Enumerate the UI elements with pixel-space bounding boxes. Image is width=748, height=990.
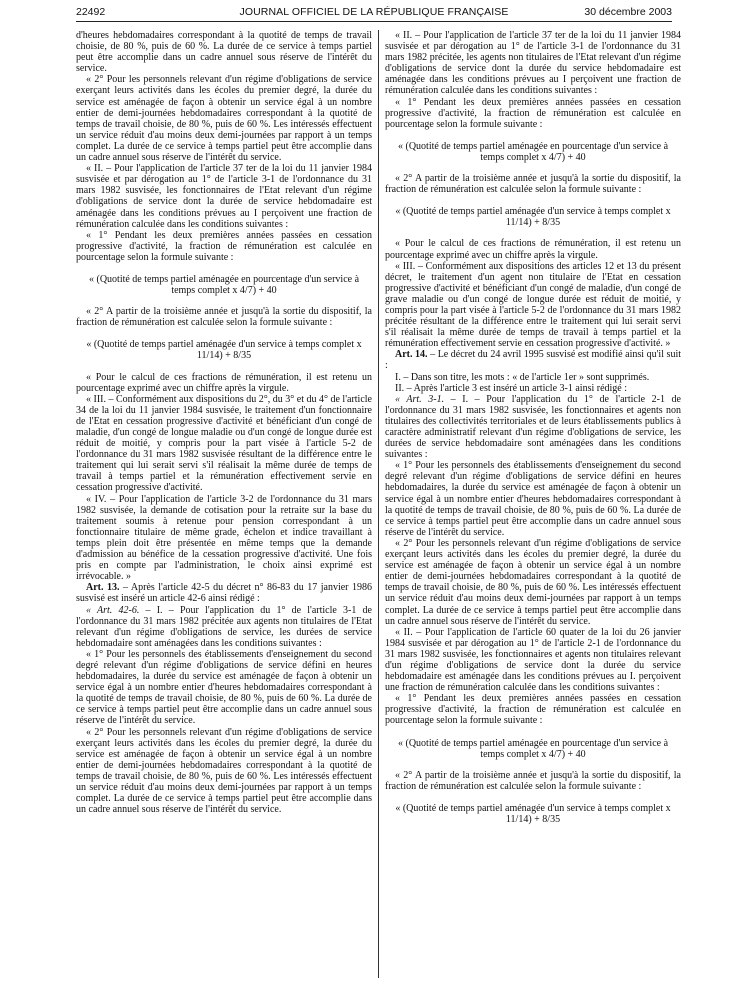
column-separator xyxy=(378,30,379,978)
paragraph: « 2° A partir de la troisième année et jusqu'à la sortie du dispositif, la fraction de rémunération est calculée selon la formule suivante : xyxy=(385,769,681,792)
paragraph: II. – Après l'article 3 est inséré un article 3-1 ainsi rédigé : xyxy=(395,382,627,394)
paragraph: « III. – Conformément aux dispositions du 2°, du 3° et du 4° de l'article 34 de la loi du 11 janvier 1984 susvisée, le traitement d'un fonctionnaire de l'Etat en cessation progressive d'activité et bénéficiant d'un congé de maladie, d'un congé de longue maladie ou d'un congé de longue durée est réduit de moitié, y compris pour la part visée à l'article 5-2 de l'ordonnance du 31 mars 1982 susvisée résultant de la différence entre le traitement qui lui serait servi s'il réalisait la même durée de temps de travail à temps partiel et la rémunération effectivement servie en cessation progressive d'activité. xyxy=(76,393,372,494)
article-14 xyxy=(385,349,681,371)
paragraph: « 1° Pour les personnels des établissements d'enseignement du second degré relevant d'un régime d'obligations de service défini en heures hebdomadaires, la durée du service est aménagée de façon à obtenir un service égal à un nombre entier d'heures hebdomadaires correspondant à la quotité de temps de travail choisie, de 80 %, puis de 60 %. La durée de ce service à temps partiel peut être accomplie dans un cadre annuel sous réserve de l'intérêt du service. xyxy=(385,460,681,538)
paragraph: « 2° A partir de la troisième année et jusqu'à la sortie du dispositif, la fraction de rémunération est calculée selon la formule suivante : xyxy=(76,306,372,329)
paragraph: « 1° Pour les personnels des établissements d'enseignement du second degré relevant d'un régime d'obligations de service défini en heures hebdomadaires, la durée du service est aménagée de façon à obtenir un service égal à un nombre entier d'heures hebdomadaires correspondant à la quotité de temps de travail choisie, de 80 %, puis de 60 %. La durée de ce service à temps partiel peut être accomplie dans un cadre annuel sous réserve de l'intérêt du service. xyxy=(76,648,372,727)
paragraph: « II. – Pour l'application de l'article 60 quater de la loi du 26 janvier 1984 susvisée et par dérogation au 1° de l'article 2-1 de l'ordonnance du 31 mars 1982 susvisée, les fonctionnaires et agents non titulaires relevant d'un régime d'obligations de service dont la durée du service hebdomadaire est aménagée dans les conditions prévues au I. perçoivent une fraction de rémunération calculée dans les conditions suivantes : xyxy=(385,626,681,694)
paragraph: « 2° Pour les personnels relevant d'un régime d'obligations de service exerçant leurs activités dans les écoles du premier degré, la durée du service est aménagée de façon à obtenir un service égal à un nombre entier de demi-journées hebdomadaires correspondant à la quotité de temps de travail choisie, de 80 %, puis de 60 %. Les intéressés effectuent un service réduit d'au moins deux demi-journées par rapport à un temps complet. La durée de ce service à temps partiel peut être accomplie dans un cadre annuel sous réserve de l'intérêt du service. xyxy=(76,726,372,816)
publication-date: 30 décembre 2003 xyxy=(584,6,672,18)
paragraph: « 2° Pour les personnels relevant d'un régime d'obligations de service exerçant leurs activités dans les écoles du premier degré, la durée du service est aménagée de façon à obtenir un service égal à un nombre entier de demi-journées hebdomadaires correspondant à la quotité de temps de travail choisie, de 80 %, puis de 60 %. Les intéressés effectuent un service réduit d'au moins deux demi-journées par rapport à un temps complet. La durée de ce service à temps partiel peut être accomplie dans un cadre annuel sous réserve de l'intérêt du service. xyxy=(385,537,681,627)
article-text: – Après l'article 42-5 du décret n° 86-83 du 17 janvier 1986 susvisé est inséré un article 42-6 ainsi rédigé : xyxy=(76,582,372,605)
paragraph: « Pour le calcul de ces fractions de rémunération, il est retenu un pourcentage exprimé avec un chiffre après la virgule. xyxy=(385,238,681,261)
paragraph: « 1° Pendant les deux premières années passées en cessation progressive d'activité, la fraction de rémunération est calculée en pourcentage selon la formule suivante : xyxy=(385,96,681,130)
right-column xyxy=(385,30,681,835)
paragraph: d'heures hebdomadaires correspondant à la quotité de temps de travail choisie, de 80 %, puis de 60 %. La durée de ce service à temps partiel peut être accomplie dans un cadre annuel sous réserve de l'intérêt du service. xyxy=(76,30,372,75)
paragraph: « IV. – Pour l'application de l'article 3-2 de l'ordonnance du 31 mars 1982 susvisée, la demande de cotisation pour la retraite sur la base du traitement soumis à retenue pour pension correspondant à un fonctionnaire titulaire de même grade, échelon et indice travaillant à temps plein doit être présentée en même temps que la demande d'admission au bénéfice de la cessation progressive d'activité. Une fois pris en compte par l'administration, le choix ainsi exprimé est irrévocable. » xyxy=(76,493,372,583)
article-label: « Art. 3-1. xyxy=(395,393,445,405)
formula: « (Quotité de temps partiel aménagée en pourcentage d'un service à temps complet x 4/7) + 40 xyxy=(88,273,360,297)
paragraph: « II. – Pour l'application de l'article 37 ter de la loi du 11 janvier 1984 susvisée et par dérogation au 1° de l'article 3-1 de l'ordonnance du 31 mars 1982 précitée, les agents non titulaires de l'Etat relevant d'un régime d'obligations de service dont la durée du service hebdomadaire est aménagée dans les conditions prévues au I perçoivent une fraction de rémunération calculée dans les conditions suivantes : xyxy=(385,30,681,97)
paragraph: « III. – Conformément aux dispositions des articles 12 et 13 du présent décret, le traitement d'un agent non titulaire de l'Etat en cessation progressive d'activité et bénéficiant d'un congé de maladie, d'un congé de grave maladie ou d'un congé de longue durée est réduit de moitié, y compris pour la part visée à l'article 5-2 de l'ordonnance du 31 mars 1982 précitée résultant de la différence entre le traitement qui lui serait servi s'il réalisait la même durée de temps de travail à temps partiel et la rémunération effectivement servie en cessation progressive d'activité. » xyxy=(385,260,681,350)
journal-title: JOURNAL OFFICIEL DE LA RÉPUBLIQUE FRANÇAISE xyxy=(239,6,509,18)
formula: « (Quotité de temps partiel aménagée en pourcentage d'un service à temps complet x 4/7) + 40 xyxy=(397,737,669,760)
paragraph: « 1° Pendant les deux premières années passées en cessation progressive d'activité, la fraction de rémunération est calculée en pourcentage selon la formule suivante : xyxy=(385,693,681,727)
article-label: « Art. 42-6. xyxy=(86,604,140,616)
paragraph: « 2° A partir de la troisième année et jusqu'à la sortie du dispositif, la fraction de rémunération est calculée selon la formule suivante : xyxy=(385,173,681,196)
header-rule xyxy=(76,21,672,22)
article-3-1 xyxy=(385,394,681,461)
left-column xyxy=(76,30,372,815)
formula: « (Quotité de temps partiel aménagée d'un service à temps complet x 11/14) + 8/35 xyxy=(395,802,671,825)
paragraph: « 2° Pour les personnels relevant d'un régime d'obligations de service exerçant leurs activités dans les écoles du premier degré, la durée du service est aménagée de façon à obtenir un service égal à un nombre entier de demi-journées hebdomadaires correspondant à la quotité de temps de travail choisie, de 80 %, puis de 60 %. Les intéressés effectuent un service réduit d'au moins deux demi-journées par rapport à un temps complet. La durée de ce service à temps partiel peut être accomplie dans un cadre annuel sous réserve de l'intérêt du service. xyxy=(76,74,372,164)
paragraph: I. – Dans son titre, les mots : « de l'article 1er » sont supprimés. xyxy=(395,371,650,383)
formula: « (Quotité de temps partiel aménagée d'un service à temps complet x 11/14) + 8/35 xyxy=(395,206,671,229)
paragraph: « 1° Pendant les deux premières années passées en cessation progressive d'activité, la fraction de rémunération est calculée en pourcentage selon la formule suivante : xyxy=(76,229,372,263)
article-label: Art. 13. xyxy=(86,582,120,594)
article-13 xyxy=(76,582,372,604)
page-number: 22492 xyxy=(76,6,106,18)
article-42-6 xyxy=(76,605,372,649)
formula: « (Quotité de temps partiel aménagée en pourcentage d'un service à temps complet x 4/7) + 40 xyxy=(397,140,669,163)
formula: « (Quotité de temps partiel aménagée d'un service à temps complet x 11/14) + 8/35 xyxy=(86,339,362,362)
article-text: – I. – Pour l'application du 1° de l'article 2-1 de l'ordonnance du 31 mars 1982 susvisée, les fonctionnaires et agents non titulaires des collectivités territoriales et de leurs établissements publics à caractère administratif relevant d'un régime d'obligations de service, les durées de service hebdomadaire sont aménagées dans les conditions suivantes : xyxy=(385,393,681,461)
paragraph: « Pour le calcul de ces fractions de rémunération, il est retenu un pourcentage exprimé avec un chiffre après la virgule. xyxy=(76,371,372,394)
paragraph: « II. – Pour l'application de l'article 37 ter de la loi du 11 janvier 1984 susvisée et par dérogation au 1° de l'article 3-1 de l'ordonnance du 31 mars 1982 susvisée, les fonctionnaires de l'Etat relevant d'un régime d'obligations de service dont la durée de service hebdomadaire est aménagée dans les conditions prévues au I perçoivent une fraction de rémunération calculée dans les conditions suivantes : xyxy=(76,163,372,230)
article-label: Art. 14. xyxy=(395,349,428,361)
article-text: – I. – Pour l'application du 1° de l'article 3-1 de l'ordonnance du 31 mars 1982 précitée aux agents non titulaires de l'Etat relevant d'un régime d'obligations de service, les durées de service hebdomadaire sont aménagées dans les conditions suivantes : xyxy=(76,604,372,649)
article-text: – Le décret du 24 avril 1995 susvisé est modifié ainsi qu'il suit : xyxy=(385,349,681,372)
